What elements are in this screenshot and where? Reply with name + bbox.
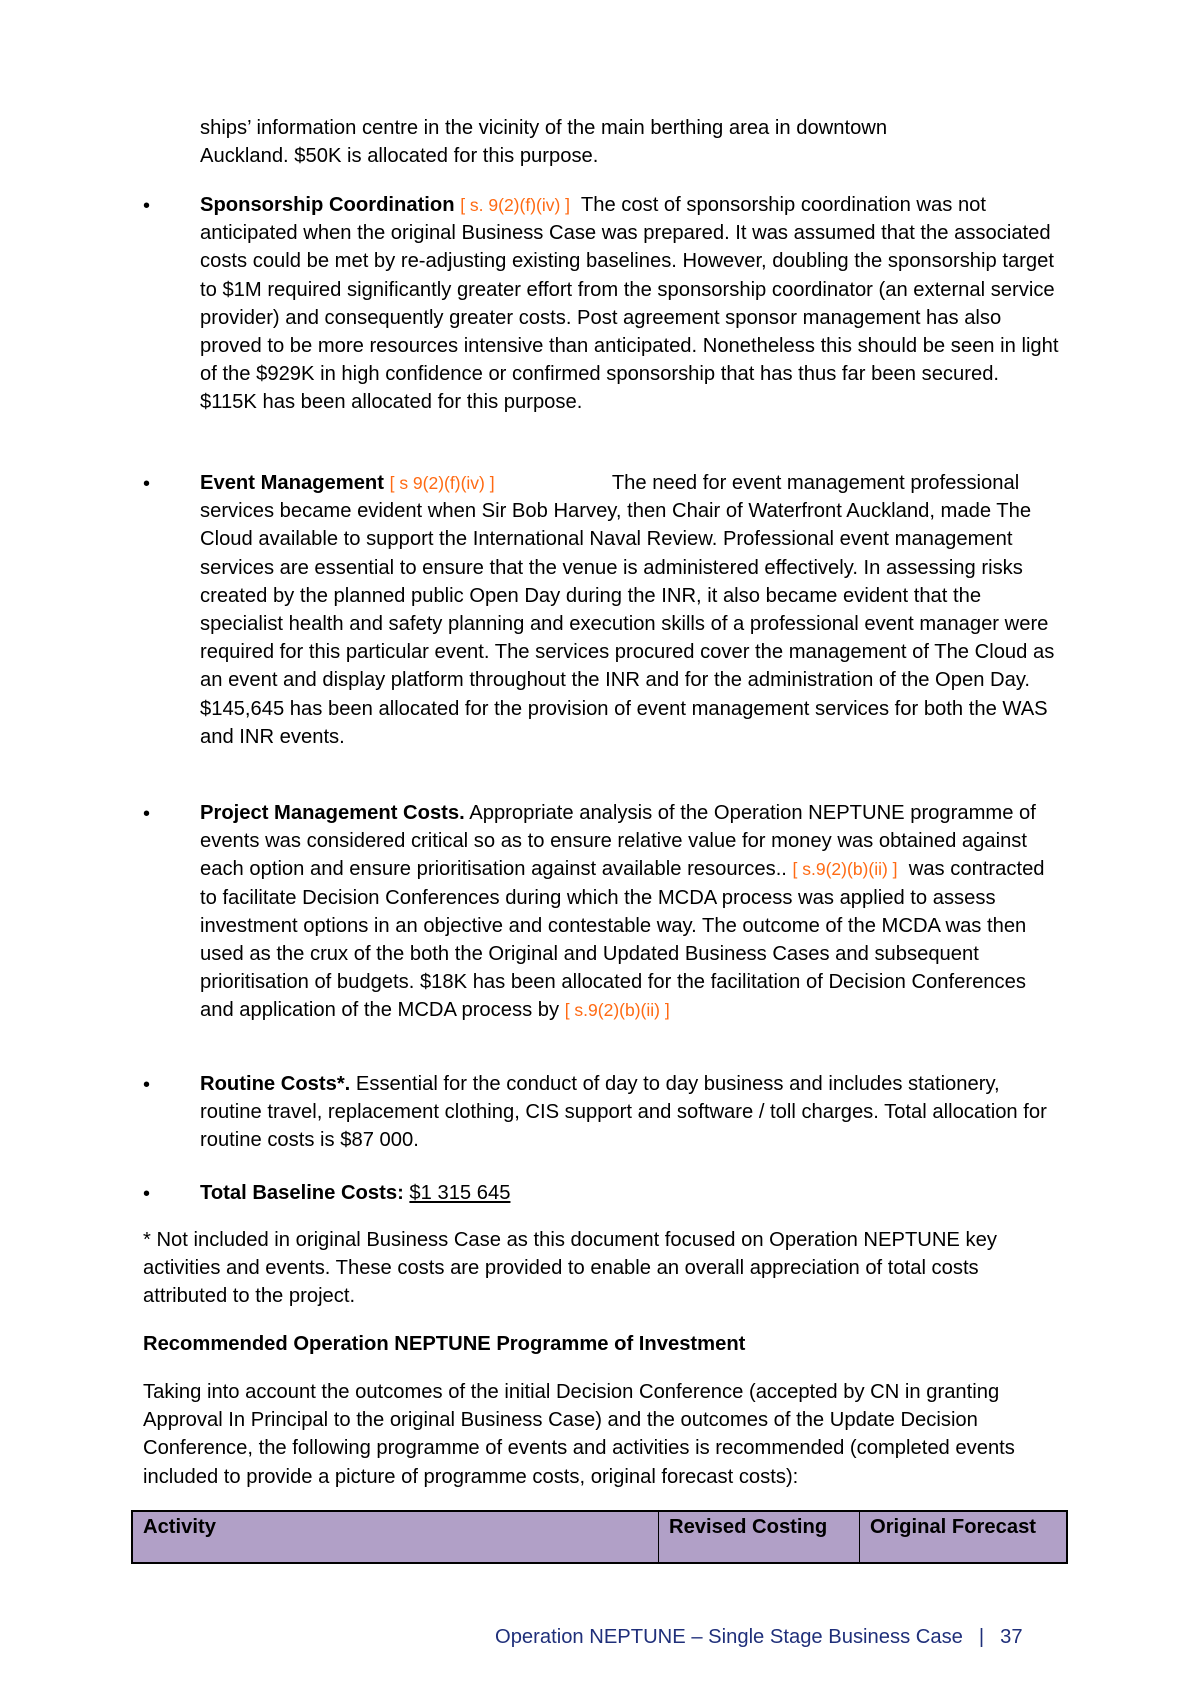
bullet-title: Routine Costs*. [200, 1073, 351, 1095]
header-revised-costing: Revised Costing [659, 1511, 860, 1563]
header-activity: Activity [132, 1511, 659, 1563]
continuation-paragraph [200, 114, 1060, 170]
bullet-event-management [200, 469, 1060, 751]
continuation-line-2: Auckland. $50K is allocated for this purpose. [200, 145, 599, 168]
bullet-text: The cost of sponsorship coordination was not anticipated when the original Business Case was prepared. It was assumed that the associated costs could be met by re-adjusting existing baselines. However, doubling the sponsorship target to $1M required significantly greater effort from the sponsorship coordinator (an external service provider) and consequently greater costs. Post agreement sponsor management has also proved to be more resources intensive than anticipated. Nonetheless this should be seen in light of the $929K in high confidence or confirmed sponsorship that has thus far been secured. $115K has been allocated for this purpose. [200, 194, 1059, 414]
bullet-project-management [200, 799, 1060, 1025]
footnote: * Not included in original Business Case as this document focused on Operation NEPTUNE key activities and events. These costs are provided to enable an overall appreciation of total costs attributed to the project. [143, 1229, 997, 1308]
footer-separator: | [978, 1626, 985, 1648]
table-header-row [132, 1511, 1067, 1563]
bullet-title: Project Management Costs. [200, 802, 465, 824]
bullet-text: was contracted to facilitate Decision Conferences during which the MCDA process was applied to assess investment options in an objective and contestable way. The outcome of the MCDA was then used as the crux of the both the Original and Updated Business Cases and subsequent prioritisation of budgets. $18K has been allocated for the facilitation of Decision Conferences and application of the MCDA process by [200, 858, 1045, 1022]
investment-table [131, 1510, 1068, 1564]
bullet-text: Appropriate analysis of the Operation NEPTUNE programme of events was considered critical so as to ensure relative value for money was obtained against each option and ensure prioritisation against available resources.. [200, 802, 1036, 881]
footer-title: Operation NEPTUNE – Single Stage Business Case [495, 1626, 963, 1648]
bullet-sponsorship [200, 191, 1060, 417]
bullet-title: Event Management [200, 472, 384, 494]
bullet-title: Sponsorship Coordination [200, 194, 455, 216]
bullet-total-baseline [200, 1179, 1060, 1207]
bullet-text: The need for event management professional services became evident when Sir Bob Harvey, then Chair of Waterfront Auckland, made The Cloud available to support the International Naval Review. Professional event management services are essential to ensure that the venue is administered effectively. In assessing risks created by the planned public Open Day during the INR, it also became evident that the specialist health and safety planning and execution skills of a professional event manager were required for this particular event. The services procured cover the management of The Cloud as an event and display platform throughout the INR and for the administration of the Open Day. $145,645 has been allocated for the provision of event management services for both the WAS and INR events. [200, 472, 1055, 748]
redaction-label: [ s 9(2)(f)(iv) ] [389, 473, 495, 493]
redaction-label: [ s. 9(2)(f)(iv) ] [460, 195, 571, 215]
bullet-routine-costs [200, 1070, 1060, 1155]
continuation-line-1: ships’ information centre in the vicinity of the main berthing area in downtown [200, 117, 888, 139]
redaction-label: [ s.9(2)(b)(ii) ] [564, 1000, 670, 1021]
total-value: $1 315 645 [409, 1182, 511, 1204]
page-footer [495, 1626, 1023, 1649]
intro-paragraph: Taking into account the outcomes of the initial Decision Conference (accepted by CN in granting Approval In Principal to the original Business Case) and the outcomes of the Update Decision Conference, the following programme of events and activities is recommended (completed events included to provide a picture of programme costs, original forecast costs): [143, 1381, 1015, 1488]
bullet-icon: • [143, 1074, 151, 1096]
header-original-forecast: Original Forecast [860, 1511, 1068, 1563]
bullet-icon: • [143, 195, 151, 217]
bullet-icon: • [143, 803, 151, 825]
page-number: 37 [1000, 1626, 1023, 1648]
bullet-icon: • [143, 473, 151, 495]
bullet-text: Essential for the conduct of day to day business and includes stationery, routine travel, replacement clothing, CIS support and software / toll charges. Total allocation for routine costs is $87 000. [200, 1073, 1047, 1152]
redaction-label: [ s.9(2)(b)(ii) ] [792, 859, 898, 880]
bullet-title: Total Baseline Costs: [200, 1182, 404, 1204]
section-heading: Recommended Operation NEPTUNE Programme of Investment [143, 1333, 746, 1355]
bullet-icon: • [143, 1183, 151, 1205]
